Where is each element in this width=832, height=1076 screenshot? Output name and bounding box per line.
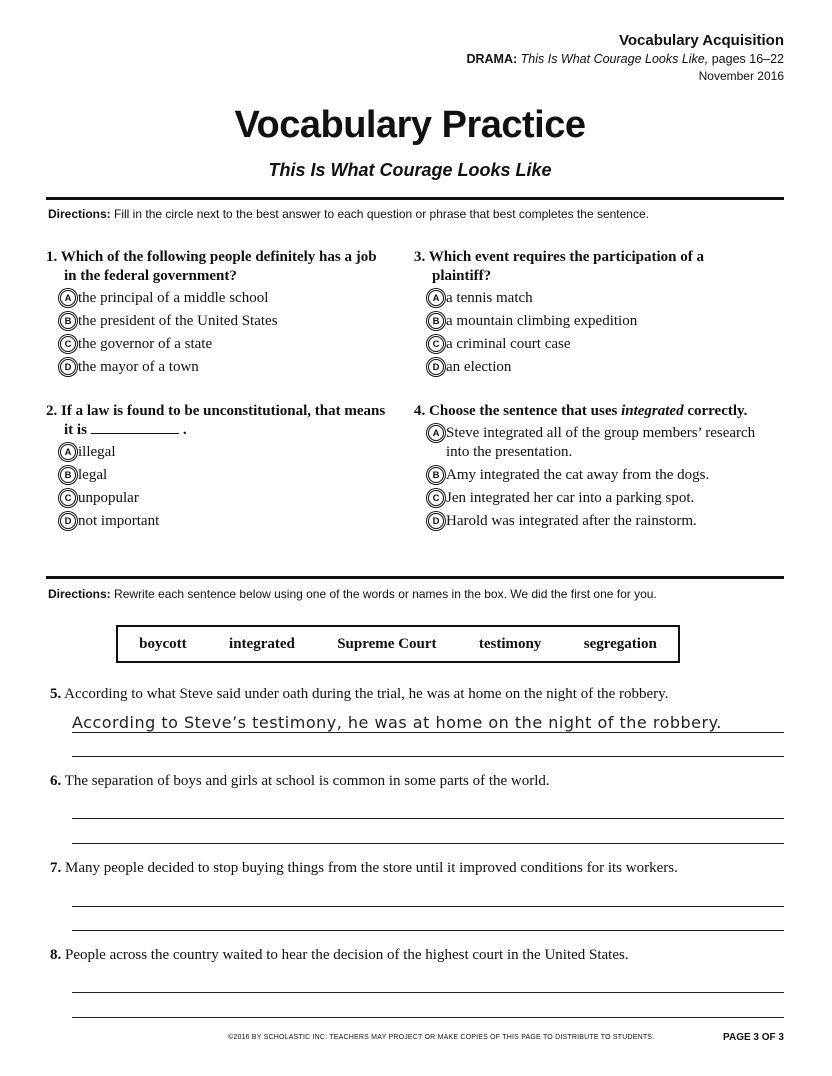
source-line (466, 52, 784, 68)
answer-bubble[interactable]: C (428, 336, 444, 352)
option-text: Amy integrated the cat away from the dogs. (446, 467, 710, 483)
page-subtitle: This Is What Courage Looks Like (268, 160, 552, 180)
answer-line[interactable] (72, 756, 784, 757)
answer-bubble[interactable]: B (60, 313, 76, 329)
option-b[interactable] (46, 466, 386, 485)
answer-line[interactable] (72, 818, 784, 819)
source-prefix: DRAMA: (466, 52, 521, 66)
answer-bubble[interactable]: A (428, 425, 444, 441)
answer-bubble[interactable]: D (60, 359, 76, 375)
answer-bubble[interactable]: A (60, 444, 76, 460)
directions-label: Directions: (48, 587, 111, 601)
option-c[interactable] (46, 489, 386, 508)
option-d[interactable] (46, 358, 386, 377)
answer-bubble[interactable]: D (60, 513, 76, 529)
divider-top (46, 197, 784, 200)
answer-bubble[interactable]: B (60, 467, 76, 483)
option-d[interactable] (46, 512, 386, 531)
option-text: the mayor of a town (78, 359, 199, 375)
item-number: 7. (50, 860, 62, 876)
option-text: the president of the United States (78, 313, 278, 329)
option-d[interactable] (414, 358, 754, 377)
answer-line[interactable] (72, 843, 784, 844)
option-b[interactable] (46, 312, 386, 331)
option-text: a tennis match (446, 290, 533, 306)
option-text: Steve integrated all of the group members’ research into the presentation. (446, 425, 756, 460)
option-text: illegal (78, 444, 116, 460)
answer-bubble[interactable]: B (428, 313, 444, 329)
answer-bubble[interactable]: C (60, 336, 76, 352)
directions-text: Rewrite each sentence below using one of the words or names in the box. We did the first one for you. (110, 587, 657, 601)
answer-bubble[interactable]: C (60, 490, 76, 506)
word-testimony: testimony (478, 635, 542, 652)
rewrite-item-5 (50, 686, 668, 703)
item-text: People across the country waited to hear the decision of the highest court in the United States. (61, 947, 629, 963)
option-text: legal (78, 467, 108, 483)
item-text: The separation of boys and girls at school is common in some parts of the world. (61, 773, 550, 789)
item-text: Many people decided to stop buying things from the store until it improved conditions for its workers. (61, 860, 678, 876)
item-text: According to what Steve said under oath during the trial, he was at home on the night of the robbery. (61, 686, 669, 702)
answer-bubble[interactable]: B (428, 467, 444, 483)
option-a[interactable] (46, 289, 386, 308)
word-boycott: boycott (139, 635, 187, 652)
answer-bubble[interactable]: C (428, 490, 444, 506)
option-text: a mountain climbing expedition (446, 313, 638, 329)
question-3 (414, 248, 754, 381)
question-prompt: 1. Which of the following people definitely has a job in the federal government? (46, 249, 377, 284)
option-a[interactable] (414, 289, 754, 308)
question-prompt: 3. Which event requires the participation of a plaintiff? (414, 249, 704, 284)
question-1 (46, 248, 386, 381)
directions-label: Directions: (48, 207, 111, 221)
option-text: unpopular (78, 490, 139, 506)
prompt-end: correctly. (683, 403, 748, 419)
option-text: the principal of a middle school (78, 290, 269, 306)
answer-line[interactable] (72, 1017, 784, 1018)
answer-line[interactable] (72, 930, 784, 931)
question-4 (414, 402, 764, 535)
directions-text: Fill in the circle next to the best answer to each question or phrase that best completes the sentence. (110, 207, 649, 221)
answer-blank (91, 433, 179, 434)
rewrite-item-8 (50, 947, 629, 964)
copyright-notice: ©2016 BY SCHOLASTIC INC. TEACHERS MAY PROJECT OR MAKE COPIES OF THIS PAGE TO DISTRIBUTE TO STUDENTS. (228, 1034, 655, 1041)
option-text: Harold was integrated after the rainstorm. (446, 513, 697, 529)
option-text: the governor of a state (78, 336, 213, 352)
option-a[interactable] (414, 424, 764, 462)
item-number: 5. (50, 686, 62, 702)
option-c[interactable] (46, 335, 386, 354)
option-d[interactable] (414, 512, 764, 531)
source-pages: pages 16–22 (708, 52, 784, 66)
page-title: Vocabulary Practice (234, 104, 586, 146)
answer-line[interactable] (72, 992, 784, 993)
option-a[interactable] (46, 443, 386, 462)
option-c[interactable] (414, 489, 764, 508)
option-text: a criminal court case (446, 336, 571, 352)
prompt-keyword: integrated (621, 403, 684, 419)
question-2 (46, 402, 386, 535)
option-text: Jen integrated her car into a parking spot. (446, 490, 695, 506)
option-b[interactable] (414, 466, 764, 485)
answer-line[interactable] (72, 732, 784, 733)
word-integrated: integrated (229, 635, 295, 652)
question-prompt (414, 402, 764, 421)
prompt-end: . (182, 422, 187, 438)
answer-bubble[interactable]: A (428, 290, 444, 306)
word-box (116, 625, 680, 663)
option-c[interactable] (414, 335, 754, 354)
question-prompt (46, 402, 386, 440)
page-number: PAGE 3 OF 3 (723, 1032, 784, 1043)
rewrite-item-7 (50, 860, 678, 877)
word-segregation: segregation (583, 635, 657, 652)
answer-bubble[interactable]: D (428, 359, 444, 375)
answer-bubble[interactable]: D (428, 513, 444, 529)
rewrite-item-6 (50, 773, 550, 790)
answer-bubble[interactable]: A (60, 290, 76, 306)
directions-1 (48, 207, 649, 221)
option-b[interactable] (414, 312, 754, 331)
item-number: 8. (50, 947, 62, 963)
option-text: an election (446, 359, 512, 375)
prompt-start: 2. If a law is found to be unconstitutional, that means it is (46, 403, 386, 438)
issue-date: November 2016 (698, 69, 784, 83)
option-text: not important (78, 513, 160, 529)
section-label: Vocabulary Acquisition (618, 32, 784, 49)
answer-line[interactable] (72, 906, 784, 907)
word-supreme-court: Supreme Court (337, 635, 437, 652)
item-number: 6. (50, 773, 62, 789)
source-title: This Is What Courage Looks Like, (520, 52, 709, 66)
handwritten-answer[interactable]: According to Steve’s testimony, he was at home on the night of the robbery. (72, 713, 722, 732)
directions-2 (48, 587, 657, 601)
prompt-start: 4. Choose the sentence that uses (414, 403, 622, 419)
divider-middle (46, 576, 784, 579)
